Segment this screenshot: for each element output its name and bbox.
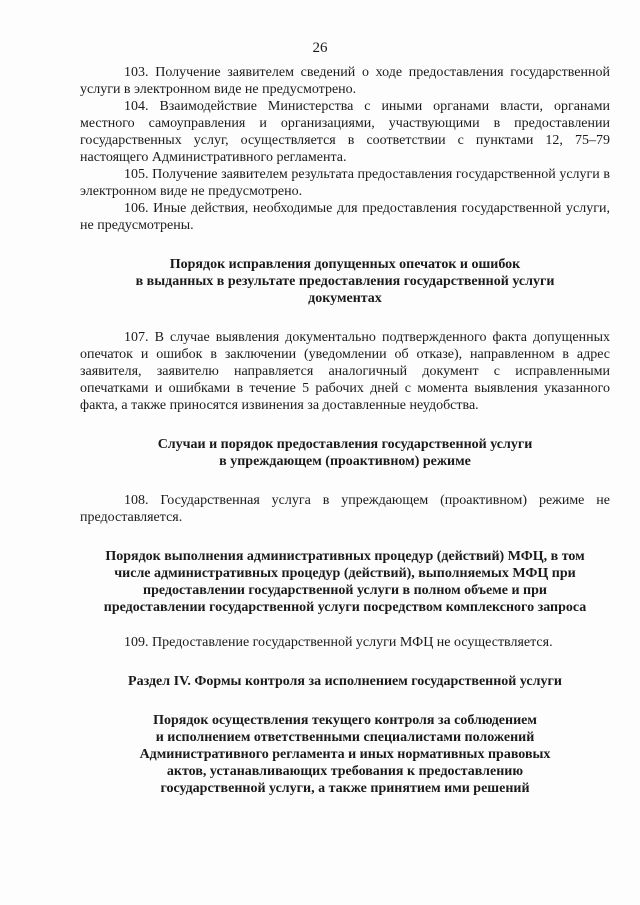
page-number: 26 — [312, 40, 328, 56]
heading-line: в выданных в результате предоставления государственной услуги — [135, 274, 555, 289]
heading-line: Случаи и порядок предоставления государственной услуги — [157, 437, 533, 452]
heading-section-iv — [80, 673, 610, 690]
paragraph-104: 104. Взаимодействие Министерства с иными органами власти, органами местного самоуправления и организациями, участвующими в предоставлении государственных услуг, осуществляется в соответствии с пунктами 12, 75–79 настоящего Административного регламента. — [80, 99, 610, 165]
heading-errors-correction — [80, 256, 610, 307]
heading-line: в упреждающем (проактивном) режиме — [219, 454, 471, 469]
paragraph-105: 105. Получение заявителем результата предоставления государственной услуги в электронном виде не предусмотрено. — [80, 167, 610, 199]
heading-line: числе административных процедур (действий), выполняемых МФЦ при — [114, 566, 576, 581]
heading-line: предоставлении государственной услуги в полном объеме и при — [143, 583, 547, 598]
heading-line: Раздел IV. Формы контроля за исполнением государственной услуги — [128, 674, 562, 689]
paragraph-107: 107. В случае выявления документально подтвержденного факта допущенных опечаток и ошибок в заключении (уведомлении об отказе), направленном в адрес заявителя, заявителю направляется аналогичный документ с исправленными опечатками и ошибками в течение 5 рабочих дней с момента выявления указанного факта, а также приносятся извинения за доставленные неудобства. — [80, 330, 610, 413]
heading-line: актов, устанавливающих требования к предоставлению — [166, 764, 524, 779]
heading-line: государственной услуги, а также принятием ими решений — [160, 781, 530, 796]
heading-line: предоставлении государственной услуги посредством комплексного запроса — [103, 600, 587, 615]
page-content — [80, 64, 610, 797]
heading-line: документах — [308, 291, 382, 306]
heading-current-control — [80, 712, 610, 797]
paragraph-103: 103. Получение заявителем сведений о ходе предоставления государственной услуги в электронном виде не предусмотрено. — [80, 65, 610, 97]
paragraph-109: 109. Предоставление государственной услуги МФЦ не осуществляется. — [124, 635, 553, 650]
heading-mfc-procedures — [80, 548, 610, 616]
heading-line: и исполнением ответственными специалистами положений — [155, 730, 535, 745]
heading-line: Порядок выполнения административных процедур (действий) МФЦ, в том — [105, 549, 585, 564]
heading-proactive-mode — [80, 436, 610, 470]
paragraph-108: 108. Государственная услуга в упреждающем (проактивном) режиме не предоставляется. — [80, 493, 610, 525]
paragraph-106: 106. Иные действия, необходимые для предоставления государственной услуги, не предусмотрены. — [80, 201, 610, 233]
heading-line: Порядок исправления допущенных опечаток и ошибок — [169, 257, 521, 272]
heading-line: Административного регламента и иных нормативных правовых — [139, 747, 551, 762]
heading-line: Порядок осуществления текущего контроля за соблюдением — [153, 713, 537, 728]
